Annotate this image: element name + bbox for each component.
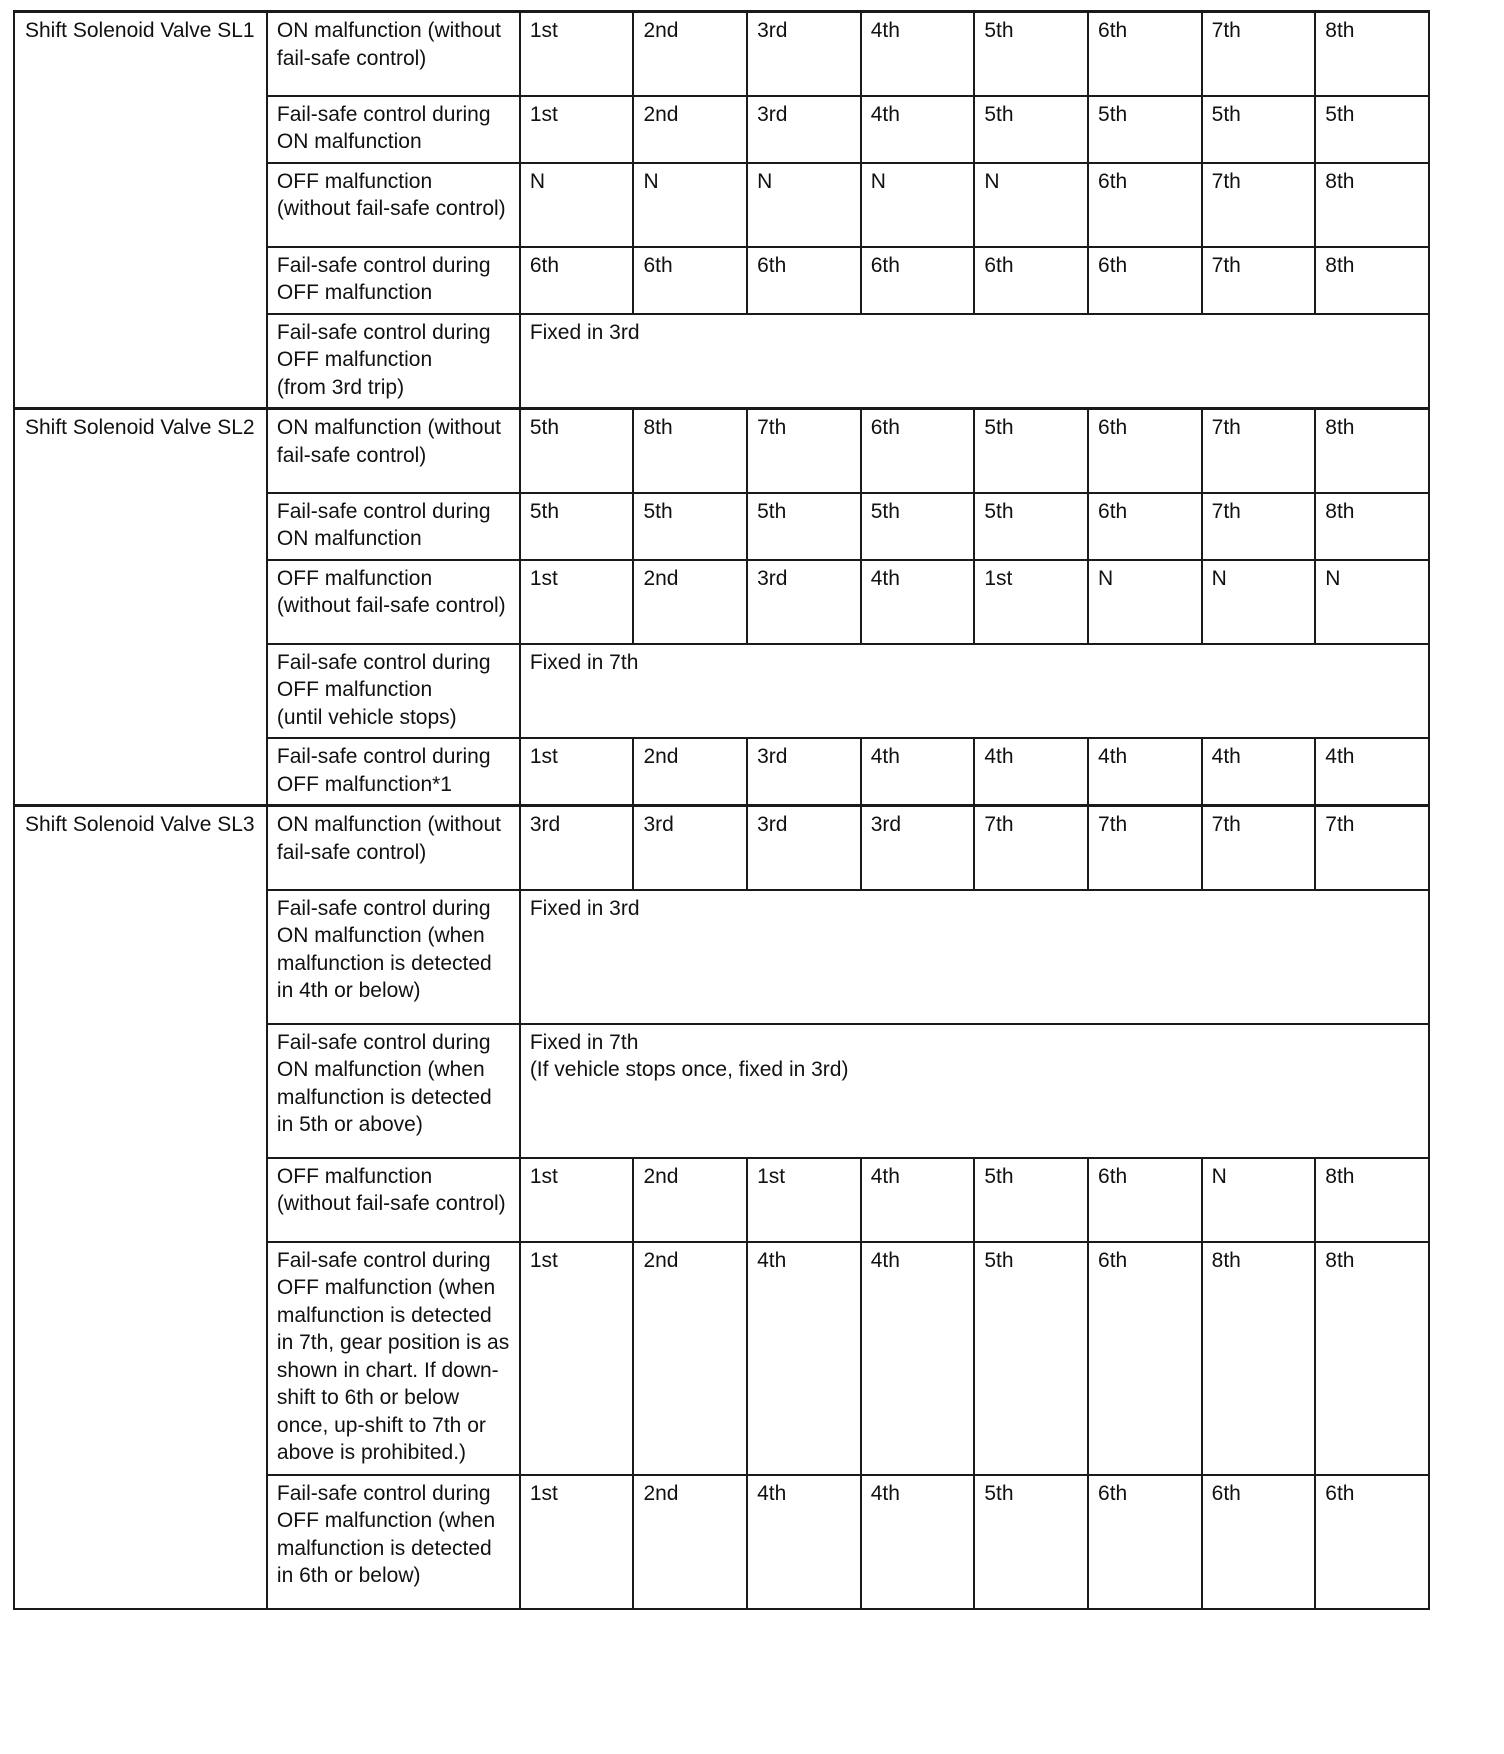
condition-cell: Fail-safe control during ON malfunction	[267, 493, 520, 560]
failsafe-gear-table	[13, 10, 1430, 1610]
gear-cell: 1st	[520, 12, 634, 96]
gear-cell: 1st	[520, 738, 634, 806]
gear-cell: 8th	[1202, 1242, 1316, 1475]
condition-cell: Fail-safe control during OFF malfunction (when malfunction is detected in 6th or below)	[267, 1475, 520, 1609]
gear-cell: 7th	[1202, 12, 1316, 96]
gear-cell: N	[520, 163, 634, 247]
condition-cell: Fail-safe control during OFF malfunction (from 3rd trip)	[267, 314, 520, 409]
gear-cell: 3rd	[520, 806, 634, 890]
gear-cell: 4th	[861, 738, 975, 806]
gear-cell: 5th	[520, 493, 634, 560]
gear-cell: 1st	[974, 560, 1088, 644]
gear-cell: 7th	[1202, 409, 1316, 493]
gear-cell: 4th	[861, 96, 975, 163]
gear-cell: 7th	[1202, 806, 1316, 890]
gear-cell: 5th	[1202, 96, 1316, 163]
gear-cell: 6th	[1088, 1475, 1202, 1609]
gear-cell: 5th	[747, 493, 861, 560]
gear-cell: 2nd	[633, 12, 747, 96]
gear-cell: 7th	[1088, 806, 1202, 890]
gear-cell: 7th	[1202, 247, 1316, 314]
gear-cell: 6th	[1202, 1475, 1316, 1609]
gear-cell: 6th	[1088, 1158, 1202, 1242]
condition-cell: OFF malfunction (without fail-safe control)	[267, 1158, 520, 1242]
gear-cell: 6th	[861, 247, 975, 314]
gear-cell: 2nd	[633, 1475, 747, 1609]
gear-cell: 2nd	[633, 1242, 747, 1475]
condition-cell: OFF malfunction (without fail-safe control)	[267, 163, 520, 247]
gear-cell: 6th	[1315, 1475, 1429, 1609]
gear-cell: 6th	[633, 247, 747, 314]
gear-cell: 2nd	[633, 560, 747, 644]
gear-cell: 6th	[1088, 493, 1202, 560]
table-row	[14, 409, 1429, 493]
gear-cell: 1st	[747, 1158, 861, 1242]
merged-gear-cell: Fixed in 7th	[520, 644, 1429, 739]
gear-cell: 8th	[1315, 1158, 1429, 1242]
condition-cell: Fail-safe control during ON malfunction (when malfunction is detected in 4th or below)	[267, 890, 520, 1024]
condition-cell: OFF malfunction (without fail-safe control)	[267, 560, 520, 644]
gear-cell: 3rd	[747, 96, 861, 163]
gear-cell: N	[1088, 560, 1202, 644]
gear-cell: 6th	[747, 247, 861, 314]
gear-cell: 4th	[861, 1475, 975, 1609]
gear-cell: 4th	[861, 1242, 975, 1475]
gear-cell: 1st	[520, 96, 634, 163]
gear-cell: 8th	[1315, 493, 1429, 560]
gear-cell: 1st	[520, 1242, 634, 1475]
gear-cell: 1st	[520, 560, 634, 644]
gear-cell: 8th	[1315, 409, 1429, 493]
gear-cell: N	[1315, 560, 1429, 644]
gear-cell: 6th	[1088, 409, 1202, 493]
merged-gear-cell: Fixed in 7th (If vehicle stops once, fixed in 3rd)	[520, 1024, 1429, 1158]
gear-cell: 7th	[1315, 806, 1429, 890]
gear-cell: 6th	[1088, 163, 1202, 247]
gear-cell: 1st	[520, 1475, 634, 1609]
valve-name-cell: Shift Solenoid Valve SL2	[14, 409, 267, 806]
gear-cell: 6th	[1088, 12, 1202, 96]
condition-cell: Fail-safe control during ON malfunction (when malfunction is detected in 5th or above)	[267, 1024, 520, 1158]
gear-cell: 6th	[1088, 247, 1202, 314]
table-row	[14, 806, 1429, 890]
gear-cell: 5th	[974, 493, 1088, 560]
gear-cell: 3rd	[633, 806, 747, 890]
gear-cell: 8th	[1315, 247, 1429, 314]
gear-cell: 4th	[747, 1475, 861, 1609]
table-row	[14, 12, 1429, 96]
gear-cell: 5th	[974, 409, 1088, 493]
gear-cell: 5th	[633, 493, 747, 560]
gear-cell: 6th	[520, 247, 634, 314]
gear-cell: 8th	[1315, 12, 1429, 96]
gear-cell: 5th	[974, 1475, 1088, 1609]
gear-cell: N	[1202, 560, 1316, 644]
condition-cell: Fail-safe control during OFF malfunction (when malfunction is detected in 7th, gear position is as shown in chart. If down-shift to 6th or below once, up-shift to 7th or above is prohibited.)	[267, 1242, 520, 1475]
table-body	[14, 12, 1429, 1609]
merged-gear-cell: Fixed in 3rd	[520, 890, 1429, 1024]
gear-cell: 5th	[974, 12, 1088, 96]
gear-cell: 2nd	[633, 738, 747, 806]
gear-cell: 2nd	[633, 1158, 747, 1242]
gear-cell: 4th	[861, 12, 975, 96]
gear-cell: 6th	[1088, 1242, 1202, 1475]
gear-cell: 3rd	[747, 738, 861, 806]
gear-cell: 8th	[1315, 163, 1429, 247]
gear-cell: 5th	[520, 409, 634, 493]
gear-cell: 4th	[974, 738, 1088, 806]
gear-cell: 8th	[633, 409, 747, 493]
gear-cell: 4th	[1202, 738, 1316, 806]
gear-cell: 7th	[974, 806, 1088, 890]
valve-name-cell: Shift Solenoid Valve SL3	[14, 806, 267, 1609]
gear-cell: 5th	[974, 1158, 1088, 1242]
gear-cell: 5th	[1088, 96, 1202, 163]
gear-cell: 6th	[861, 409, 975, 493]
condition-cell: Fail-safe control during OFF malfunction*1	[267, 738, 520, 806]
condition-cell: Fail-safe control during OFF malfunction	[267, 247, 520, 314]
gear-cell: 7th	[1202, 493, 1316, 560]
gear-cell: N	[861, 163, 975, 247]
gear-cell: 7th	[747, 409, 861, 493]
gear-cell: 3rd	[747, 806, 861, 890]
gear-cell: N	[974, 163, 1088, 247]
condition-cell: ON malfunction (without fail-safe control)	[267, 806, 520, 890]
gear-cell: 4th	[1088, 738, 1202, 806]
gear-cell: 4th	[1315, 738, 1429, 806]
gear-cell: 5th	[974, 1242, 1088, 1475]
gear-cell: 4th	[747, 1242, 861, 1475]
gear-cell: 4th	[861, 560, 975, 644]
gear-cell: N	[633, 163, 747, 247]
gear-cell: 8th	[1315, 1242, 1429, 1475]
gear-cell: 3rd	[861, 806, 975, 890]
gear-cell: 3rd	[747, 560, 861, 644]
condition-cell: Fail-safe control during OFF malfunction (until vehicle stops)	[267, 644, 520, 739]
gear-cell: 2nd	[633, 96, 747, 163]
gear-cell: 1st	[520, 1158, 634, 1242]
gear-cell: N	[1202, 1158, 1316, 1242]
merged-gear-cell: Fixed in 3rd	[520, 314, 1429, 409]
condition-cell: ON malfunction (without fail-safe control)	[267, 12, 520, 96]
gear-cell: 7th	[1202, 163, 1316, 247]
condition-cell: ON malfunction (without fail-safe control)	[267, 409, 520, 493]
gear-cell: 6th	[974, 247, 1088, 314]
condition-cell: Fail-safe control during ON malfunction	[267, 96, 520, 163]
gear-cell: 5th	[1315, 96, 1429, 163]
gear-cell: 3rd	[747, 12, 861, 96]
valve-name-cell: Shift Solenoid Valve SL1	[14, 12, 267, 409]
gear-cell: N	[747, 163, 861, 247]
gear-cell: 5th	[861, 493, 975, 560]
gear-cell: 5th	[974, 96, 1088, 163]
gear-cell: 4th	[861, 1158, 975, 1242]
